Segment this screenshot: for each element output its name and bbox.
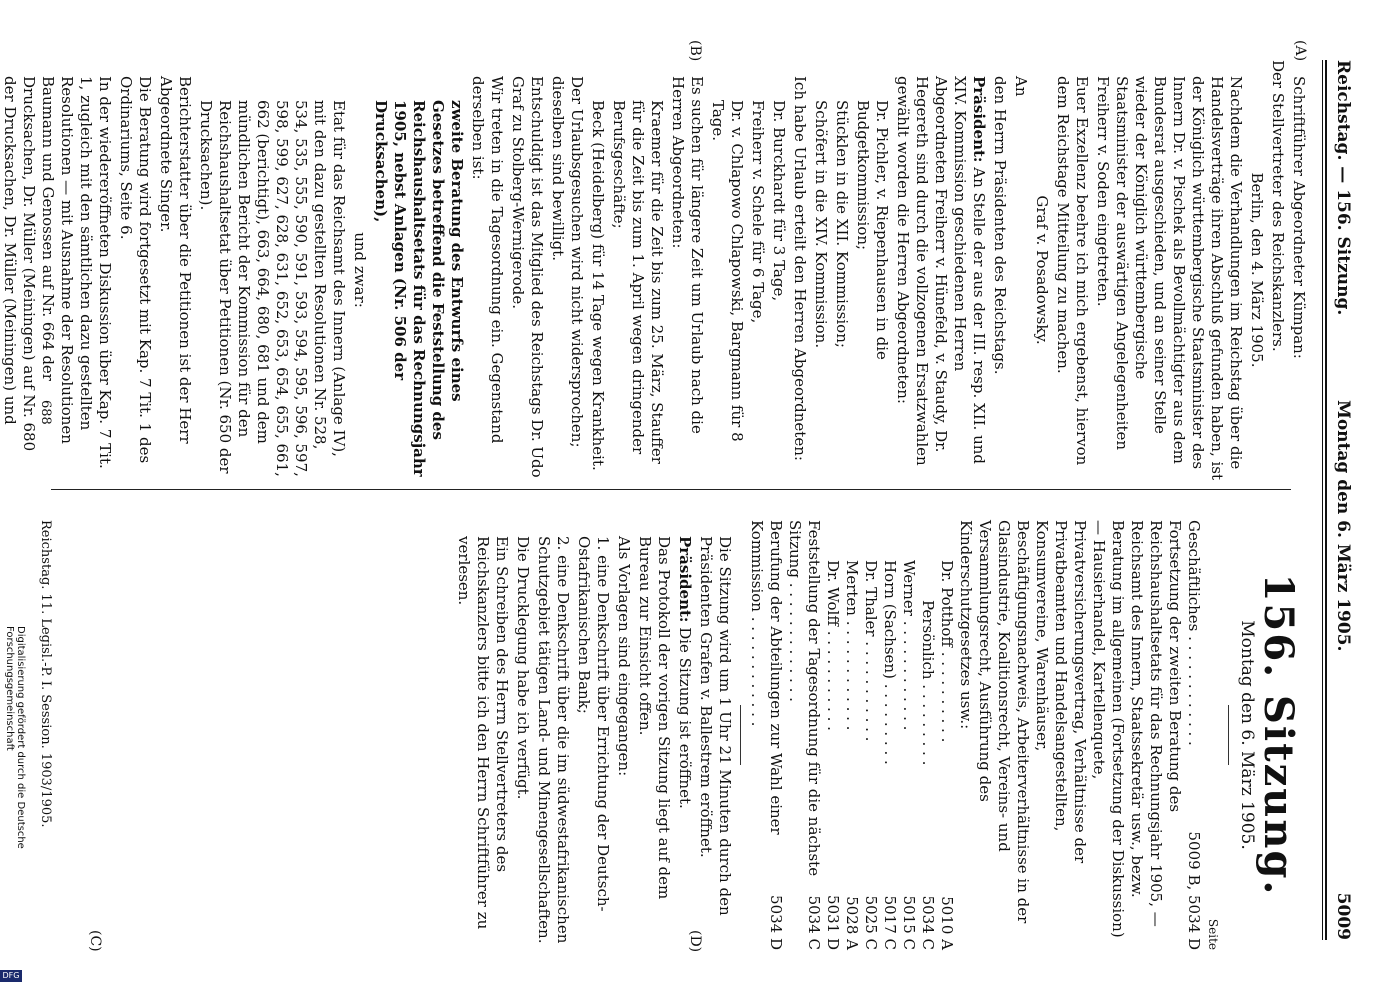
toc-text: Dr. Wolff . . . . . . . . . . . (824, 560, 842, 731)
title-rule (1228, 705, 1229, 765)
toc-text: Dr. Potthoff . . . . . . . . . . (938, 560, 956, 743)
toc-row (956, 520, 1184, 950)
margin-letter-b: (B) (687, 40, 703, 62)
running-head-center: Montag den 6. März 1905. (1333, 400, 1353, 652)
toc-row (937, 520, 956, 950)
toc-page: 5010 A (938, 896, 956, 950)
drucklegung-paragraph: Die Drucklegung habe ich verfügt. (514, 536, 532, 800)
header-rule-thin (1322, 60, 1323, 940)
column-divider (51, 489, 1291, 490)
speech-text: An Stelle der aus der III. resp. XII. und XIV. Kommission geschiedenen Herren Abgeordneten Freiherr v. Hünefeld, v. Staudy, Dr. Hegereth sind durch die vollzogenen Ersatzwahlen gewählt worden die Herren Abgeordneten: (894, 76, 988, 466)
urlaubsgesuche: Der Urlaubsgesuchen wird nicht widersprochen; dieselben sind bewilligt. (549, 76, 586, 448)
toc-text: Dr. Thaler . . . . . . . . . . . (862, 560, 880, 742)
left-column (452, 520, 1308, 953)
toc-row (747, 520, 785, 950)
seite-label: Seite (1206, 918, 1220, 950)
toc-page: 5034 C (919, 895, 937, 950)
dfg-logo-icon: DFG (0, 970, 22, 982)
right-column (0, 60, 1308, 480)
stellvertreter-line: Der Stellvertreter des Reichskanzlers. (1269, 60, 1287, 352)
place-date: Berlin, den 4. März 1905. (1248, 172, 1266, 368)
toc-row (1184, 520, 1203, 950)
page-footer-number: 688 (38, 400, 53, 425)
schreiben-paragraph: Ein Schreiben des Herrn Stellvertreters des Reichskanzlers bitte ich den Herrn Schriftführer zu verlesen. (455, 536, 511, 930)
laenger-urlaub: Es suchen für längere Zeit um Urlaub nach die Herren Abgeordneten: (669, 76, 706, 434)
toc-text: Feststellung der Tagesordnung für die nächste Sitzung . . . . . . . . . . . . . (786, 520, 823, 877)
urlaub-intro: Ich habe Urlaub erteilt den Herren Abgeordneten: (791, 76, 809, 461)
toc-page: 5034 D (767, 895, 785, 950)
toc-page: 5034 C (805, 895, 823, 950)
recipient: den Herrn Präsidenten des Reichstags. (991, 76, 1009, 375)
digitization-credit: Digitalisierung gefördert durch die Deutsche Forschungsgemeinschaft (4, 626, 26, 849)
section-rule (740, 705, 741, 765)
letter-body: Nachdem die Verhandlungen im Reichstag über die Handelsverträge ihren Abschluß gefunden haben, ist der Königlich württembergische Staatsminister des Innern Dr. v. Pischek als Bevollmächtigter aus dem Bundesrat ausgeschieden, und an seiner Stelle wieder der Königlich württembergische Staatsminister der auswärtigen Angelegenheiten Freiherr v. Soden eingetreten. (1094, 76, 1245, 481)
letter-close: Euer Exzellenz beehre ich mich ergebenst, hiervon dem Reichstage Mitteilung zu machen. (1054, 76, 1091, 466)
toc-row (899, 520, 918, 950)
toc-row (861, 520, 880, 950)
toc-row (842, 520, 861, 950)
schriftfuehrer-label: Schriftführer Abgeordneter Kümpan: (1290, 76, 1308, 359)
kommission-names: Dr. Pichler, v. Riepenhausen in die Budgetkommission; (854, 100, 891, 360)
toc-page: 5017 C (881, 895, 899, 950)
vorlage-item: 1. eine Denkschrift über Errichtung der Deutsch-Ostafrikanischen Bank; (575, 536, 612, 912)
toc-text: Merten . . . . . . . . . . . . (843, 560, 861, 731)
session-date: Montag den 6. März 1905. (1237, 620, 1257, 850)
diskussion-paragraph: In der wiedereröffneten Diskussion über Kap. 7 Tit. 1, zugleich mit den sämtlichen dazu gestellten Resolutionen — mit Ausnahme der Resolutionen Baumann und Genossen auf Nr. 664 der Drucksachen, Dr. Müller (Meiningen) auf Nr. 680 der Drucksachen, Dr. Müller (Meiningen) und (1, 76, 114, 469)
president-statement (675, 520, 694, 950)
session-title: 156. Sitzung. (1255, 573, 1302, 897)
toc-row (823, 520, 842, 950)
toc-text: Berufung der Abteilungen zur Wahl einer Kommission . . . . . . . . . . . . (748, 520, 785, 835)
vorlage-item: 2. eine Denkschrift über die im südwestafrikanischen Schutzgebiet tätigen Land- und Minengesellschaften. (535, 536, 572, 944)
toc-page: 5015 C (900, 895, 918, 950)
urlaub-item: Dr. Burckhardt für 3 Tage, (770, 100, 788, 302)
header-rule (1325, 60, 1327, 940)
berichterstatter: Berichterstatter über die Petitionen ist der Herr Abgeordnete Singer. (157, 76, 194, 444)
kommission-paragraph (893, 60, 988, 480)
toc-row (918, 520, 937, 950)
urlaub-kraemer: Kraemer für die Zeit bis zum 25. März, Stauffer für die Zeit bis zum 1. April wegen dringender Berufsgeschäfte; (610, 100, 666, 464)
toc-text: Horn (Sachsen) . . . . . . . . . (881, 560, 899, 765)
toc-row (880, 520, 899, 950)
signature: Graf v. Posadowsky. (1033, 195, 1051, 345)
protocol-paragraph: Das Protokoll der vorigen Sitzung liegt auf dem Bureau zur Einsicht offen. (636, 536, 673, 900)
toc-page: 5025 C (862, 895, 880, 950)
margin-letter-d: (D) (687, 930, 703, 953)
entschuldigt: Entschuldigt ist das Mitglied des Reichstags Dr. Udo Graf zu Stolberg-Wernigerode. (509, 76, 546, 478)
urlaub-item: Dr. v. Chlapowo Chlapowski, Bargmann für 8 Tage. (709, 100, 746, 442)
margin-letter-a: (A) (1292, 40, 1308, 62)
toc-page: 5031 D (824, 895, 842, 950)
toc-row (785, 520, 823, 950)
beratung-fortgesetzt: Die Beratung wird fortgesetzt mit Kap. 7 Tit. 1 des Ordinariums, Seite 6. (117, 76, 154, 464)
toc-text: Persönlich . . . . . . . . . (919, 600, 937, 766)
running-head-page-number: 5009 (1333, 892, 1353, 940)
toc-page: 5028 A (843, 896, 861, 950)
tagesordnung: Wir treten in die Tagesordnung ein. Gegenstand derselben ist: (469, 76, 506, 444)
speaker-label: Präsident: (676, 536, 694, 623)
page-footer: Reichstag. 11. Legisl.-P. I. Session. 1903/1905. (38, 520, 53, 828)
toc-text: Werner . . . . . . . . . . . . (900, 560, 918, 731)
vorlagen-intro: Als Vorlagen sind eingegangen: (615, 536, 633, 777)
speaker-label: Präsident: (970, 76, 988, 163)
zweite-beratung: zweite Beratung des Entwurfs eines Gesetzes betreffend die Feststellung des Reichshaushaltsetats für das Rechnungsjahr 1905, nebst Anlagen (Nr. 506 der Drucksachen), (372, 100, 466, 477)
kommission-xii: Stücklen in die XII. Kommission; (833, 100, 851, 348)
etat-paragraph: Etat für das Reichsamt des Innern (Anlage IV), mit den dazu gestellten Resolutionen Nr. 528, 534, 535, 555, 590, 591, 593, 594, 595, 596, 597, 598, 599, 627, 628, 631, 652, 653, 654, 655, 661, 662 (berichtigt), 663, 664, 680, 681 und dem mündlichen Bericht der Kommission für den Reichshaushaltsetat über Petitionen (Nr. 650 der Drucksachen). (197, 100, 348, 477)
toc-page: 5009 B, 5034 D (1185, 831, 1203, 950)
kommission-xiv: Schöfert in die XIV. Kommission. (812, 100, 830, 349)
urlaub-beck: Beck (Heidelberg) für 14 Tage wegen Krankheit. (589, 100, 607, 471)
margin-letter-c: (C) (87, 930, 103, 952)
toc-text: Fortsetzung der zweiten Beratung des Reichshaushaltsetats für das Rechnungsjahr 1905, — Reichsamt des Innern, Staatssekretär usw., bezw. Beratung im allgemeinen (Fortsetzung der Diskussion) — Hausierhandel, Kartellenquete, Privatversicherungsvertrag, Verhältnisse der Privatbeamten und Handelsangestellten, Konsumvereine, Warenhäuser, Beschäftigungsnachweis, Arbeiterverhältnisse in der Glasindustrie, Koalitionsrecht, Vereins- und Versammlungsrecht, Ausführung des Kinderschutzgesetzes usw.: (957, 520, 1184, 938)
running-head-left: Reichstag. — 156. Sitzung. (1333, 60, 1353, 316)
an-label: An (1012, 76, 1030, 97)
speech-text: Die Sitzung ist eröffnet. (676, 627, 694, 809)
und-zwar: und zwar: (351, 232, 369, 308)
opening-paragraph: Die Sitzung wird um 1 Uhr 21 Minuten durch den Präsidenten Grafen v. Ballestrem eröffnet. (697, 536, 734, 916)
toc-text: Geschäftliches . . . . . . . . . . . . (1185, 520, 1203, 746)
urlaub-item: Freiherr v. Schele für 6 Tage, (749, 100, 767, 324)
